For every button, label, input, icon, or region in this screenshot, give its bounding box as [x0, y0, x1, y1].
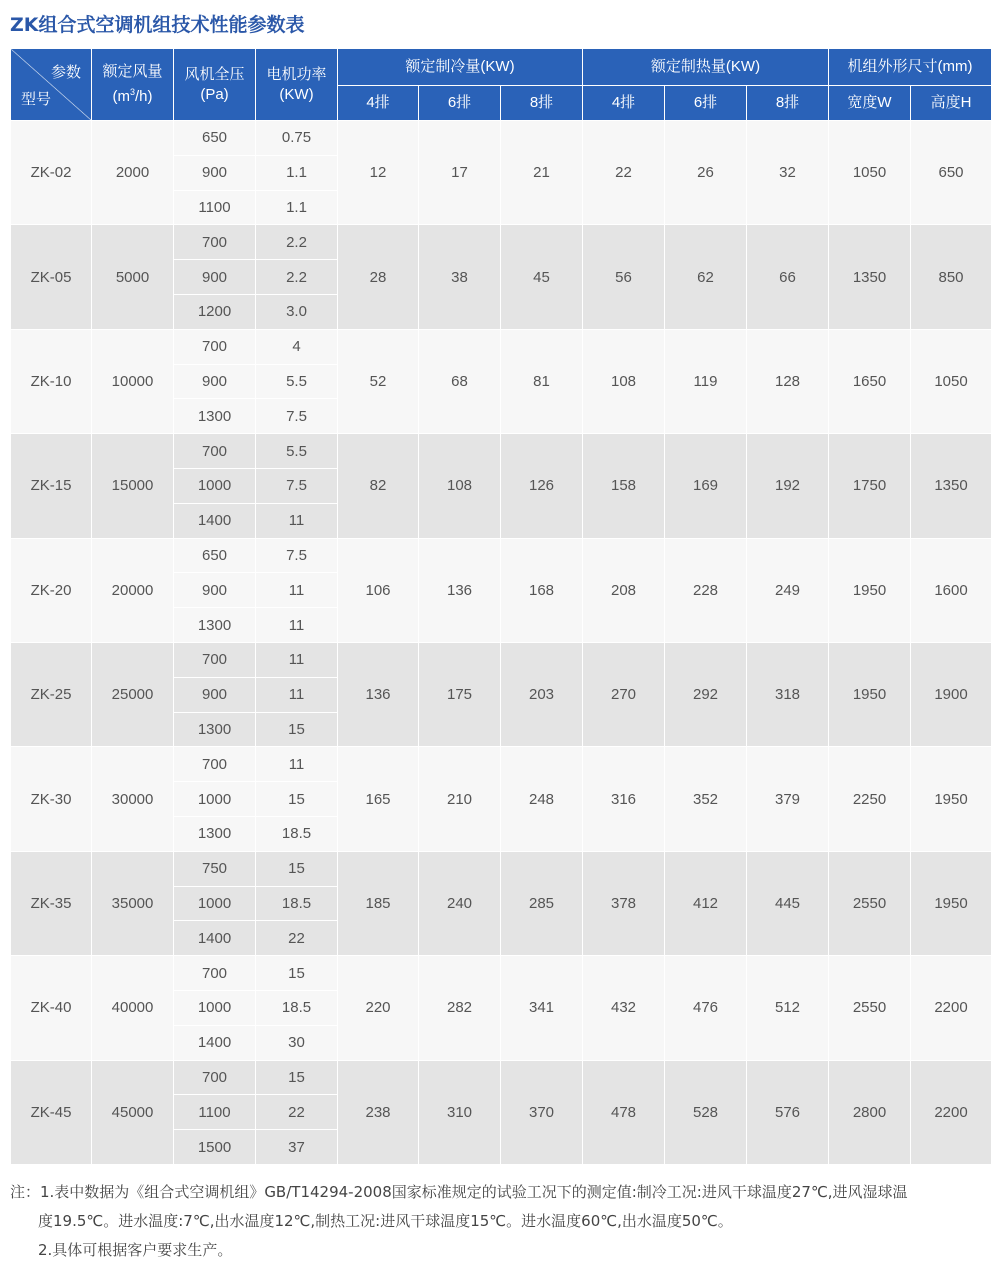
cooling-8rows-cell: 168 [501, 538, 583, 642]
pressure-cell: 1500 [174, 1130, 256, 1165]
cooling-6rows-cell: 108 [419, 434, 501, 538]
height-cell: 1900 [911, 642, 992, 746]
airflow-cell: 20000 [92, 538, 174, 642]
spec-table-body [11, 121, 992, 1165]
spec-table [10, 48, 992, 1165]
heating-6rows-cell: 62 [665, 225, 747, 329]
airflow-cell: 15000 [92, 434, 174, 538]
notes [10, 1178, 990, 1265]
height-cell: 1050 [911, 329, 992, 433]
table-row [11, 434, 992, 469]
height-cell: 850 [911, 225, 992, 329]
heating-4rows-cell: 316 [583, 747, 665, 851]
heating-8rows-header: 8排 [747, 86, 829, 121]
corner-model-label: 型号 [21, 91, 52, 108]
model-cell: ZK-30 [11, 747, 92, 851]
cooling-8rows-cell: 81 [501, 329, 583, 433]
heating-6rows-cell: 352 [665, 747, 747, 851]
power-cell: 11 [256, 677, 338, 712]
pressure-cell: 900 [174, 573, 256, 608]
heating-4rows-cell: 378 [583, 851, 665, 955]
pressure-cell: 700 [174, 225, 256, 260]
power-cell: 7.5 [256, 399, 338, 434]
pressure-cell: 700 [174, 329, 256, 364]
cooling-8rows-cell: 341 [501, 956, 583, 1060]
pressure-cell: 1000 [174, 886, 256, 921]
cooling-8rows-cell: 126 [501, 434, 583, 538]
heating-6rows-cell: 119 [665, 329, 747, 433]
cooling-8rows-cell: 248 [501, 747, 583, 851]
power-cell: 22 [256, 921, 338, 956]
pressure-label: 风机全压 [184, 65, 245, 83]
pressure-cell: 1100 [174, 190, 256, 225]
power-cell: 15 [256, 712, 338, 747]
pressure-cell: 700 [174, 642, 256, 677]
cooling-6rows-cell: 17 [419, 121, 501, 225]
cooling-6rows-cell: 282 [419, 956, 501, 1060]
power-cell: 11 [256, 503, 338, 538]
heating-4rows-cell: 208 [583, 538, 665, 642]
heating-4rows-cell: 22 [583, 121, 665, 225]
cooling-6rows-cell: 310 [419, 1060, 501, 1164]
pressure-header [174, 49, 256, 121]
power-cell: 15 [256, 851, 338, 886]
pressure-cell: 1300 [174, 816, 256, 851]
heating-header: 额定制热量(KW) [583, 49, 829, 86]
cooling-8rows-cell: 285 [501, 851, 583, 955]
heating-4rows-cell: 432 [583, 956, 665, 1060]
power-cell: 5.5 [256, 364, 338, 399]
power-cell: 11 [256, 747, 338, 782]
height-cell: 2200 [911, 1060, 992, 1164]
width-cell: 1950 [829, 642, 911, 746]
table-row [11, 956, 992, 991]
power-cell: 5.5 [256, 434, 338, 469]
power-cell: 1.1 [256, 155, 338, 190]
width-cell: 1650 [829, 329, 911, 433]
model-cell: ZK-35 [11, 851, 92, 955]
note-line-2: 度19.5℃。进水温度:7℃,出水温度12℃,制热工况:进风干球温度15℃。进水温度60℃,出水温度50℃。 [38, 1212, 733, 1230]
heating-6rows-cell: 292 [665, 642, 747, 746]
pressure-cell: 900 [174, 260, 256, 295]
heating-6rows-cell: 412 [665, 851, 747, 955]
model-cell: ZK-15 [11, 434, 92, 538]
power-cell: 11 [256, 642, 338, 677]
power-cell: 2.2 [256, 225, 338, 260]
power-cell: 7.5 [256, 538, 338, 573]
pressure-cell: 1200 [174, 294, 256, 329]
heating-8rows-cell: 249 [747, 538, 829, 642]
heating-8rows-cell: 192 [747, 434, 829, 538]
width-cell: 2250 [829, 747, 911, 851]
heating-6rows-cell: 169 [665, 434, 747, 538]
power-cell: 0.75 [256, 121, 338, 156]
power-cell: 7.5 [256, 468, 338, 503]
heating-8rows-cell: 318 [747, 642, 829, 746]
airflow-cell: 30000 [92, 747, 174, 851]
airflow-cell: 25000 [92, 642, 174, 746]
height-cell: 2200 [911, 956, 992, 1060]
table-row [11, 538, 992, 573]
heating-8rows-cell: 379 [747, 747, 829, 851]
height-header: 高度H [911, 86, 992, 121]
table-row [11, 851, 992, 886]
cooling-6rows-cell: 210 [419, 747, 501, 851]
airflow-unit: $(m^3/h)$ [112, 87, 153, 105]
power-header [256, 49, 338, 121]
pressure-cell: 1300 [174, 712, 256, 747]
heating-4rows-cell: 56 [583, 225, 665, 329]
cooling-4rows-cell: 220 [338, 956, 419, 1060]
power-cell: 1.1 [256, 190, 338, 225]
power-cell: 30 [256, 1025, 338, 1060]
model-cell: ZK-40 [11, 956, 92, 1060]
power-cell: 22 [256, 1095, 338, 1130]
heating-8rows-cell: 576 [747, 1060, 829, 1164]
pressure-cell: 1400 [174, 1025, 256, 1060]
model-cell: ZK-20 [11, 538, 92, 642]
model-cell: ZK-05 [11, 225, 92, 329]
heating-6rows-header: 6排 [665, 86, 747, 121]
pressure-cell: 1300 [174, 399, 256, 434]
width-cell: 1050 [829, 121, 911, 225]
width-cell: 2550 [829, 956, 911, 1060]
width-cell: 1750 [829, 434, 911, 538]
cooling-8rows-cell: 370 [501, 1060, 583, 1164]
pressure-cell: 700 [174, 1060, 256, 1095]
cooling-8rows-header: 8排 [501, 86, 583, 121]
height-cell: 1950 [911, 851, 992, 955]
power-cell: 15 [256, 782, 338, 817]
height-cell: 650 [911, 121, 992, 225]
power-cell: 18.5 [256, 990, 338, 1025]
cooling-4rows-cell: 136 [338, 642, 419, 746]
cooling-4rows-cell: 28 [338, 225, 419, 329]
airflow-cell: 40000 [92, 956, 174, 1060]
heating-4rows-cell: 478 [583, 1060, 665, 1164]
cooling-6rows-cell: 68 [419, 329, 501, 433]
power-cell: 18.5 [256, 886, 338, 921]
power-cell: 2.2 [256, 260, 338, 295]
pressure-cell: 1100 [174, 1095, 256, 1130]
cooling-6rows-cell: 240 [419, 851, 501, 955]
pressure-cell: 750 [174, 851, 256, 886]
cooling-4rows-cell: 82 [338, 434, 419, 538]
power-cell: 11 [256, 573, 338, 608]
cooling-8rows-cell: 21 [501, 121, 583, 225]
heating-6rows-cell: 476 [665, 956, 747, 1060]
airflow-cell: 5000 [92, 225, 174, 329]
table-row [11, 121, 992, 156]
heating-8rows-cell: 512 [747, 956, 829, 1060]
airflow-cell: 45000 [92, 1060, 174, 1164]
heating-4rows-cell: 108 [583, 329, 665, 433]
table-row [11, 747, 992, 782]
cooling-4rows-cell: 165 [338, 747, 419, 851]
pressure-cell: 1000 [174, 782, 256, 817]
cooling-4rows-cell: 106 [338, 538, 419, 642]
heating-4rows-cell: 270 [583, 642, 665, 746]
cooling-header: 额定制冷量(KW) [338, 49, 583, 86]
pressure-cell: 700 [174, 434, 256, 469]
power-cell: 15 [256, 956, 338, 991]
power-label: 电机功率 [266, 65, 327, 83]
model-cell: ZK-25 [11, 642, 92, 746]
airflow-cell: 35000 [92, 851, 174, 955]
cooling-8rows-cell: 45 [501, 225, 583, 329]
pressure-cell: 700 [174, 747, 256, 782]
table-row [11, 225, 992, 260]
cooling-6rows-cell: 136 [419, 538, 501, 642]
cooling-6rows-header: 6排 [419, 86, 501, 121]
cooling-4rows-cell: 185 [338, 851, 419, 955]
heating-6rows-cell: 228 [665, 538, 747, 642]
heating-8rows-cell: 445 [747, 851, 829, 955]
width-cell: 1950 [829, 538, 911, 642]
power-unit: (KW) [279, 85, 314, 103]
height-cell: 1950 [911, 747, 992, 851]
pressure-cell: 900 [174, 364, 256, 399]
corner-param-label: 参数 [50, 64, 81, 81]
power-cell: 37 [256, 1130, 338, 1165]
pressure-cell: 1000 [174, 468, 256, 503]
pressure-cell: 900 [174, 677, 256, 712]
page-title: ZK组合式空调机组技术性能参数表 [10, 14, 305, 36]
cooling-6rows-cell: 175 [419, 642, 501, 746]
cooling-4rows-cell: 52 [338, 329, 419, 433]
airflow-header [92, 49, 174, 121]
pressure-cell: 1300 [174, 608, 256, 643]
heating-6rows-cell: 26 [665, 121, 747, 225]
heating-4rows-cell: 158 [583, 434, 665, 538]
pressure-cell: 650 [174, 121, 256, 156]
height-cell: 1600 [911, 538, 992, 642]
power-cell: 3.0 [256, 294, 338, 329]
cooling-4rows-cell: 12 [338, 121, 419, 225]
width-cell: 1350 [829, 225, 911, 329]
width-header: 宽度W [829, 86, 911, 121]
pressure-cell: 700 [174, 956, 256, 991]
airflow-cell: 2000 [92, 121, 174, 225]
cooling-4rows-header: 4排 [338, 86, 419, 121]
corner-header [11, 49, 92, 121]
power-cell: 18.5 [256, 816, 338, 851]
cooling-6rows-cell: 38 [419, 225, 501, 329]
model-cell: ZK-45 [11, 1060, 92, 1164]
cooling-4rows-cell: 238 [338, 1060, 419, 1164]
height-cell: 1350 [911, 434, 992, 538]
heating-8rows-cell: 66 [747, 225, 829, 329]
width-cell: 2800 [829, 1060, 911, 1164]
pressure-cell: 1400 [174, 921, 256, 956]
dimensions-header: 机组外形尺寸(mm) [829, 49, 992, 86]
table-row [11, 1060, 992, 1095]
heating-8rows-cell: 128 [747, 329, 829, 433]
heating-4rows-header: 4排 [583, 86, 665, 121]
pressure-unit: (Pa) [200, 85, 229, 103]
pressure-cell: 900 [174, 155, 256, 190]
pressure-cell: 1000 [174, 990, 256, 1025]
note-line-3: 2.具体可根据客户要求生产。 [38, 1241, 233, 1259]
heating-8rows-cell: 32 [747, 121, 829, 225]
airflow-cell: 10000 [92, 329, 174, 433]
cooling-8rows-cell: 203 [501, 642, 583, 746]
table-row [11, 642, 992, 677]
heating-6rows-cell: 528 [665, 1060, 747, 1164]
model-cell: ZK-02 [11, 121, 92, 225]
note-line-1: 注：1.表中数据为《组合式空调机组》GB/T14294-2008国家标准规定的试验工况下的测定值:制冷工况:进风干球温度27℃,进风湿球温 [10, 1183, 908, 1201]
model-cell: ZK-10 [11, 329, 92, 433]
table-row [11, 329, 992, 364]
width-cell: 2550 [829, 851, 911, 955]
airflow-label: 额定风量 [102, 63, 163, 80]
pressure-cell: 1400 [174, 503, 256, 538]
power-cell: 4 [256, 329, 338, 364]
power-cell: 15 [256, 1060, 338, 1095]
power-cell: 11 [256, 608, 338, 643]
pressure-cell: 650 [174, 538, 256, 573]
